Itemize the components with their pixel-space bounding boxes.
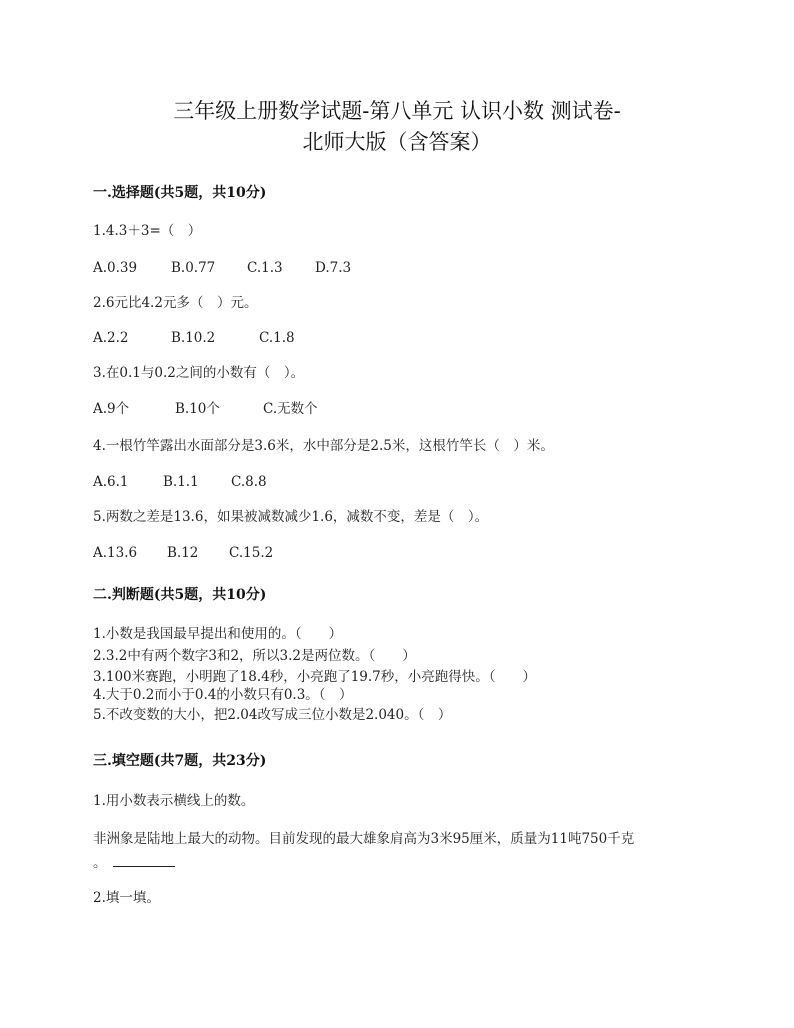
option-c: C.1.8 [259,330,295,346]
question-1-options [93,259,351,277]
option-a: A.13.6 [93,545,138,561]
judge-1: 1.小数是我国最早提出和使用的。（ ） [93,626,343,642]
question-5-options [93,544,273,562]
section-heading-fill: 三.填空题(共7题，共23分) [93,753,267,769]
judge-5: 5.不改变数的大小，把2.04改写成三位小数是2.040。（ ） [93,707,452,723]
title-line-1: 三年级上册数学试题-第八单元 认识小数 测试卷- [173,99,621,123]
fill-question-1-tail: 。 [93,855,107,871]
question-3-options [93,400,318,418]
option-b: B.10.2 [171,330,216,346]
judge-2: 2.3.2中有两个数字3和2，所以3.2是两位数。（ ） [93,648,416,664]
option-d: D.7.3 [315,260,352,276]
fill-question-2: 2.填一填。 [93,890,160,906]
option-b: B.12 [167,545,199,561]
option-c: C.15.2 [229,545,274,561]
option-b: B.0.77 [171,260,216,276]
option-a: A.9个 [93,401,130,417]
judge-3: 3.100米赛跑，小明跑了18.4秒，小亮跑了19.7秒，小亮跑得快。（ ） [93,669,537,685]
option-a: A.0.39 [93,260,138,276]
section-heading-choice: 一.选择题(共5题，共10分) [93,185,267,201]
judge-4: 4.大于0.2而小于0.4的小数只有0.3。（ ） [93,687,353,703]
option-c: C.无数个 [263,401,318,417]
title-line-2: 北师大版（含答案） [302,130,492,154]
option-a: A.6.1 [93,474,129,490]
option-a: A.2.2 [93,330,129,346]
question-2-options [93,329,295,347]
question-4-options [93,473,267,491]
question-2: 2.6元比4.2元多（ ）元。 [93,295,258,311]
section-heading-judge: 二.判断题(共5题，共10分) [93,587,267,603]
question-4: 4.一根竹竿露出水面部分是3.6米，水中部分是2.5米，这根竹竿长（ ）米。 [93,438,554,454]
question-1: 1.4.3＋3=（ ） [93,223,202,239]
question-3: 3.在0.1与0.2之间的小数有（ ）。 [93,365,305,381]
fill-question-1-body: 非洲象是陆地上最大的动物。目前发现的最大雄象肩高为3米95厘米，质量为11吨750千克 [93,831,635,847]
option-c: C.8.8 [231,474,267,490]
fill-question-1: 1.用小数表示横线上的数。 [93,793,255,809]
answer-blank-line[interactable] [113,866,175,867]
option-c: C.1.3 [247,260,283,276]
question-5: 5.两数之差是13.6，如果被减数减少1.6，减数不变，差是（ ）。 [93,509,489,525]
option-b: B.1.1 [163,474,199,490]
option-b: B.10个 [175,401,220,417]
